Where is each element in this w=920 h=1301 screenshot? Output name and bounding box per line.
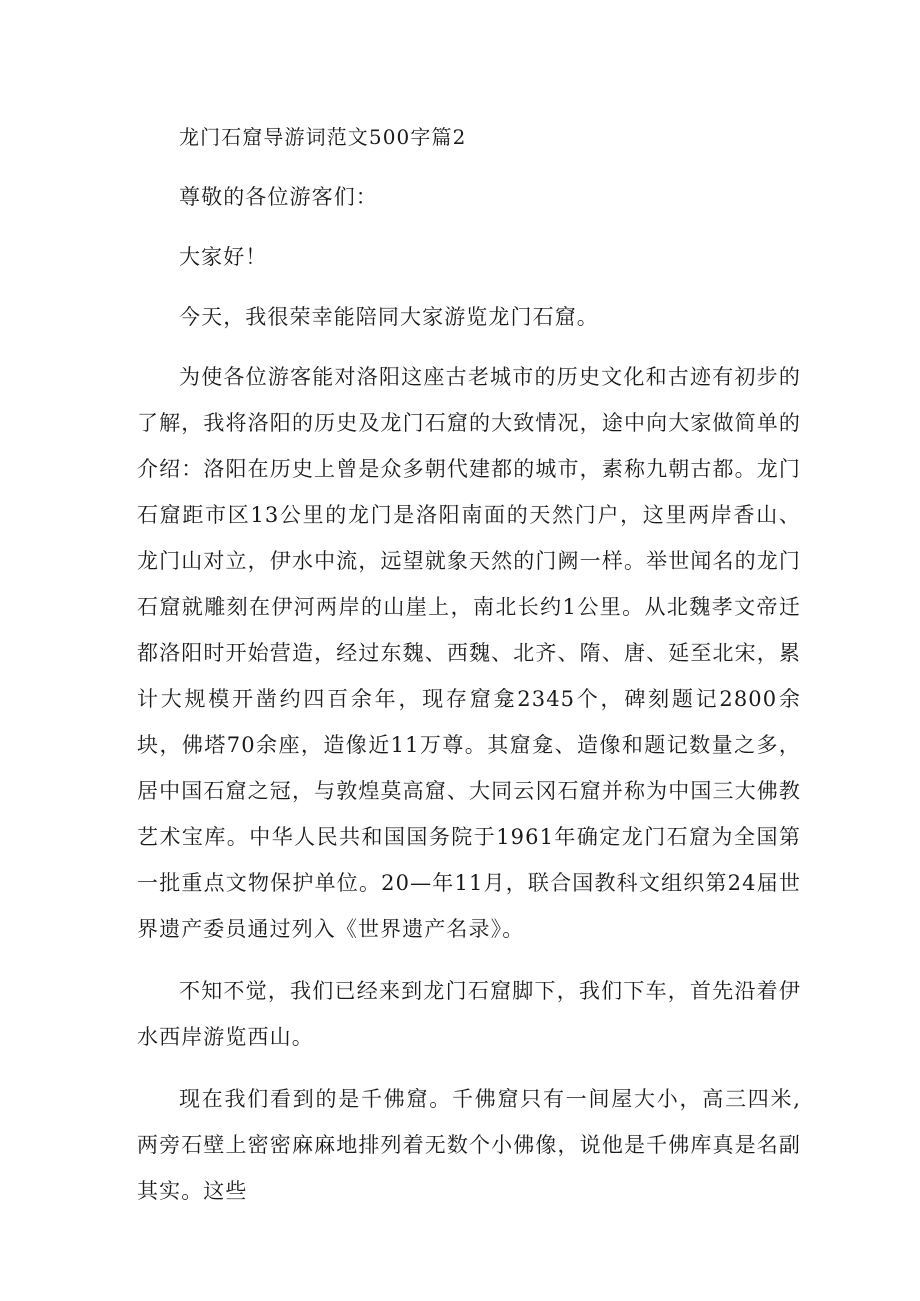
paragraph-thousand-buddha-cave: 现在我们看到的是千佛窟。千佛窟只有一间屋大小，高三四米,两旁石壁上密密麻麻地排列着无数个小佛像，说他是千佛库真是名副其实。这些 [137, 1087, 801, 1203]
document-title: 龙门石窟导游词范文500字篇2 [179, 125, 467, 149]
paragraph-history: 为使各位游客能对洛阳这座古老城市的历史文化和古迹有初步的了解，我将洛阳的历史及龙门石窟的大致情况，途中向大家做简单的介绍：洛阳在历史上曾是众多朝代建都的城市，素称九朝古都。龙门石窟距市区13公里的龙门是洛阳南面的天然门户，这里两岸香山、龙门山对立，伊水中流，远望就象天然的门阙一样。举世闻名的龙门石窟就雕刻在伊河两岸的山崖上，南北长约1公里。从北魏孝文帝迁都洛阳时开始营造，经过东魏、西魏、北齐、隋、唐、延至北宋，累计大规模开凿约四百余年，现存窟龛2345个，碑刻题记2800余块，佛塔70余座，造像近11万尊。其窟龛、造像和题记数量之多，居中国石窟之冠，与敦煌莫高窟、大同云冈石窟并称为中国三大佛教艺术宝库。中华人民共和国国务院于1961年确定龙门石窟为全国第一批重点文物保护单位。20—年11月，联合国教科文组织第24届世界遗产委员通过列入《世界遗产名录》。 [137, 365, 801, 941]
intro-line: 今天，我很荣幸能陪同大家游览龙门石窟。 [179, 305, 599, 329]
greeting-line: 尊敬的各位游客们： [179, 185, 378, 209]
document-body [137, 114, 801, 1230]
hello-line: 大家好！ [179, 245, 268, 269]
paragraph-arrival: 不知不觉，我们已经来到龙门石窟脚下，我们下车，首先沿着伊水西岸游览西山。 [137, 979, 801, 1049]
